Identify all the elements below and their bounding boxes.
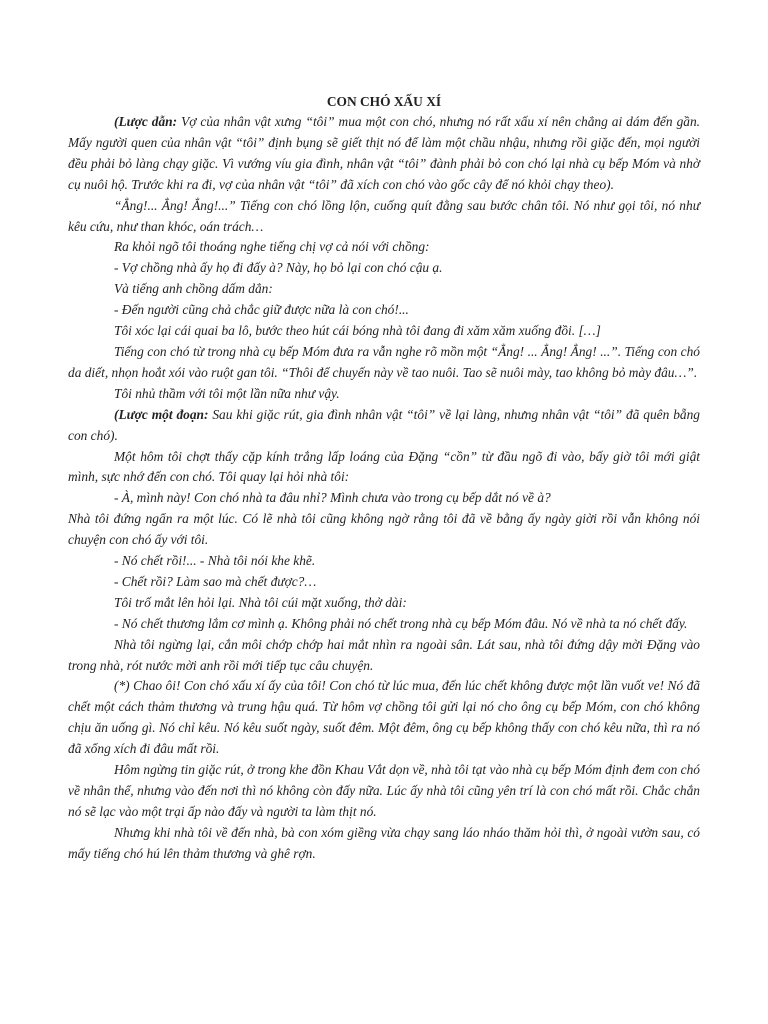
dialogue-line: - Nó chết rồi!... - Nhà tôi nói khe khẽ.	[114, 553, 316, 569]
dialogue-line: - Nó chết thương lắm cơ mình ạ. Không phải nó chết trong nhà cụ bếp Móm đâu. Nó về nhà ta nó chết đấy.	[114, 615, 688, 631]
paragraph: Tôi xóc lại cái quai ba lô, bước theo hút cái bóng nhà tôi đang đi xăm xăm xuống đồi. […]	[114, 323, 601, 339]
paragraph-text: Vợ của nhân vật xưng “tôi” mua một con chó, nhưng nó rất xấu xí nên chẳng ai dám đến gần. Mấy người quen của nhân vật “tôi” định bụng sẽ giết thịt nó để làm một chầu nhậu, nhưng rồi giặc đến, mọi người đều phải bỏ làng chạy giặc. Vì vướng víu gia đình, nhân vật “tôi” đành phải bỏ con chó lại nhà cụ bếp Móm và nhờ cụ nuôi hộ. Trước khi ra đi, vợ của nhân vật “tôi” đã xích con chó vào gốc cây để nó khỏi chạy theo).	[68, 114, 701, 192]
summary-lead: (Lược dẫn:	[114, 114, 178, 129]
paragraph: (*) Chao ôi! Con chó xấu xí ấy của tôi! Con chó từ lúc mua, đến lúc chết không được một lần vuốt ve! Nó đã chết một cách thảm thương và trung hậu quá. Từ hôm vợ chồng tôi gửi lại nó cho ông cụ bếp Móm, con chó không chịu ăn uống gì. Nó chỉ kêu. Nó kêu suốt ngày, suốt đêm. Một đêm, ông cụ bếp không thấy con chó kêu nữa, thì ra nó đã xổng xích đi đâu mất rồi.	[68, 678, 700, 757]
dialogue-line: - Chết rồi? Làm sao mà chết được?…	[114, 573, 317, 589]
paragraph: Tôi trố mắt lên hỏi lại. Nhà tôi cúi mặt xuống, thở dài:	[114, 594, 407, 610]
document-page	[68, 92, 700, 865]
paragraph: Một hôm tôi chợt thấy cặp kính trắng lấp loáng của Đặng “cồn” từ đầu ngõ đi vào, bấy giờ tôi mới giật mình, sực nhớ đến con chó. Tôi quay lại hỏi nhà tôi:	[68, 448, 700, 485]
paragraph-text: Sau khi giặc rút, gia đình nhân vật “tôi” về lại làng, nhưng nhân vật “tôi” đã quên bẵng con chó).	[68, 406, 700, 443]
paragraph: Nhà tôi ngừng lại, cắn môi chớp chớp hai mắt nhìn ra ngoài sân. Lát sau, nhà tôi đứng dậy mời Đặng vào trong nhà, rót nước mời anh rồi mới tiếp tục câu chuyện.	[68, 636, 700, 673]
summary-lead: (Lược một đoạn:	[114, 406, 209, 422]
paragraph: Và tiếng anh chồng dấm dẳn:	[114, 281, 273, 297]
dialogue-line: - Đến người cũng chả chắc giữ được nữa là con chó!...	[114, 302, 409, 318]
dialogue-line: - À, mình này! Con chó nhà ta đâu nhỉ? Mình chưa vào trong cụ bếp dắt nó về à?	[114, 490, 551, 506]
summary-paragraph-1	[68, 112, 700, 196]
paragraph: Tôi nhủ thầm với tôi một lần nữa như vậy.	[114, 385, 340, 401]
paragraph: Hôm ngừng tin giặc rút, ở trong khe đồn Khau Vắt dọn về, nhà tôi tạt vào nhà cụ bếp Móm định đem con chó về nhân thể, nhưng vào đến nơi thì nó không còn đấy nữa. Lúc ấy nhà tôi cũng yên trí là con chó mất rồi. Chắc chắn nó sẽ lạc vào một trại ấp nào đấy và người ta làm thịt nó.	[68, 762, 700, 819]
page-title: CON CHÓ XẤU XÍ	[326, 94, 442, 109]
paragraph: Nhà tôi đứng ngẩn ra một lúc. Có lẽ nhà tôi cũng không ngờ rằng tôi đã về bằng ấy ngày giời rồi vẫn không nói chuyện con chó ấy với tôi.	[68, 511, 700, 548]
summary-paragraph-2	[68, 405, 700, 447]
paragraph: Ra khỏi ngõ tôi thoáng nghe tiếng chị vợ cả nói với chồng:	[114, 239, 430, 255]
paragraph: Nhưng khi nhà tôi về đến nhà, bà con xóm giềng vừa chạy sang láo nháo thăm hỏi thì, ở ngoài vườn sau, có mấy tiếng chó hú lên thảm thương và ghê rợn.	[68, 824, 700, 861]
paragraph: “Ẳng!... Ẳng! Ẳng!...” Tiếng con chó lồng lộn, cuống quít đằng sau bước chân tôi. Nó như gọi tôi, nó như kêu cứu, như than khóc, oán trách…	[68, 197, 700, 234]
paragraph: Tiếng con chó từ trong nhà cụ bếp Móm đưa ra vẫn nghe rõ mồn một “Ẳng! ... Ẳng! Ẳng! ...”. Tiếng con chó da diết, nhọn hoắt xói vào ruột gan tôi. “Thôi để chuyến này về tao nuôi. Tao sẽ nuôi mày, tao không bỏ mày đâu…”.	[68, 343, 700, 380]
dialogue-line: - Vợ chồng nhà ấy họ đi đấy à? Này, họ bỏ lại con chó cậu ạ.	[114, 260, 443, 276]
